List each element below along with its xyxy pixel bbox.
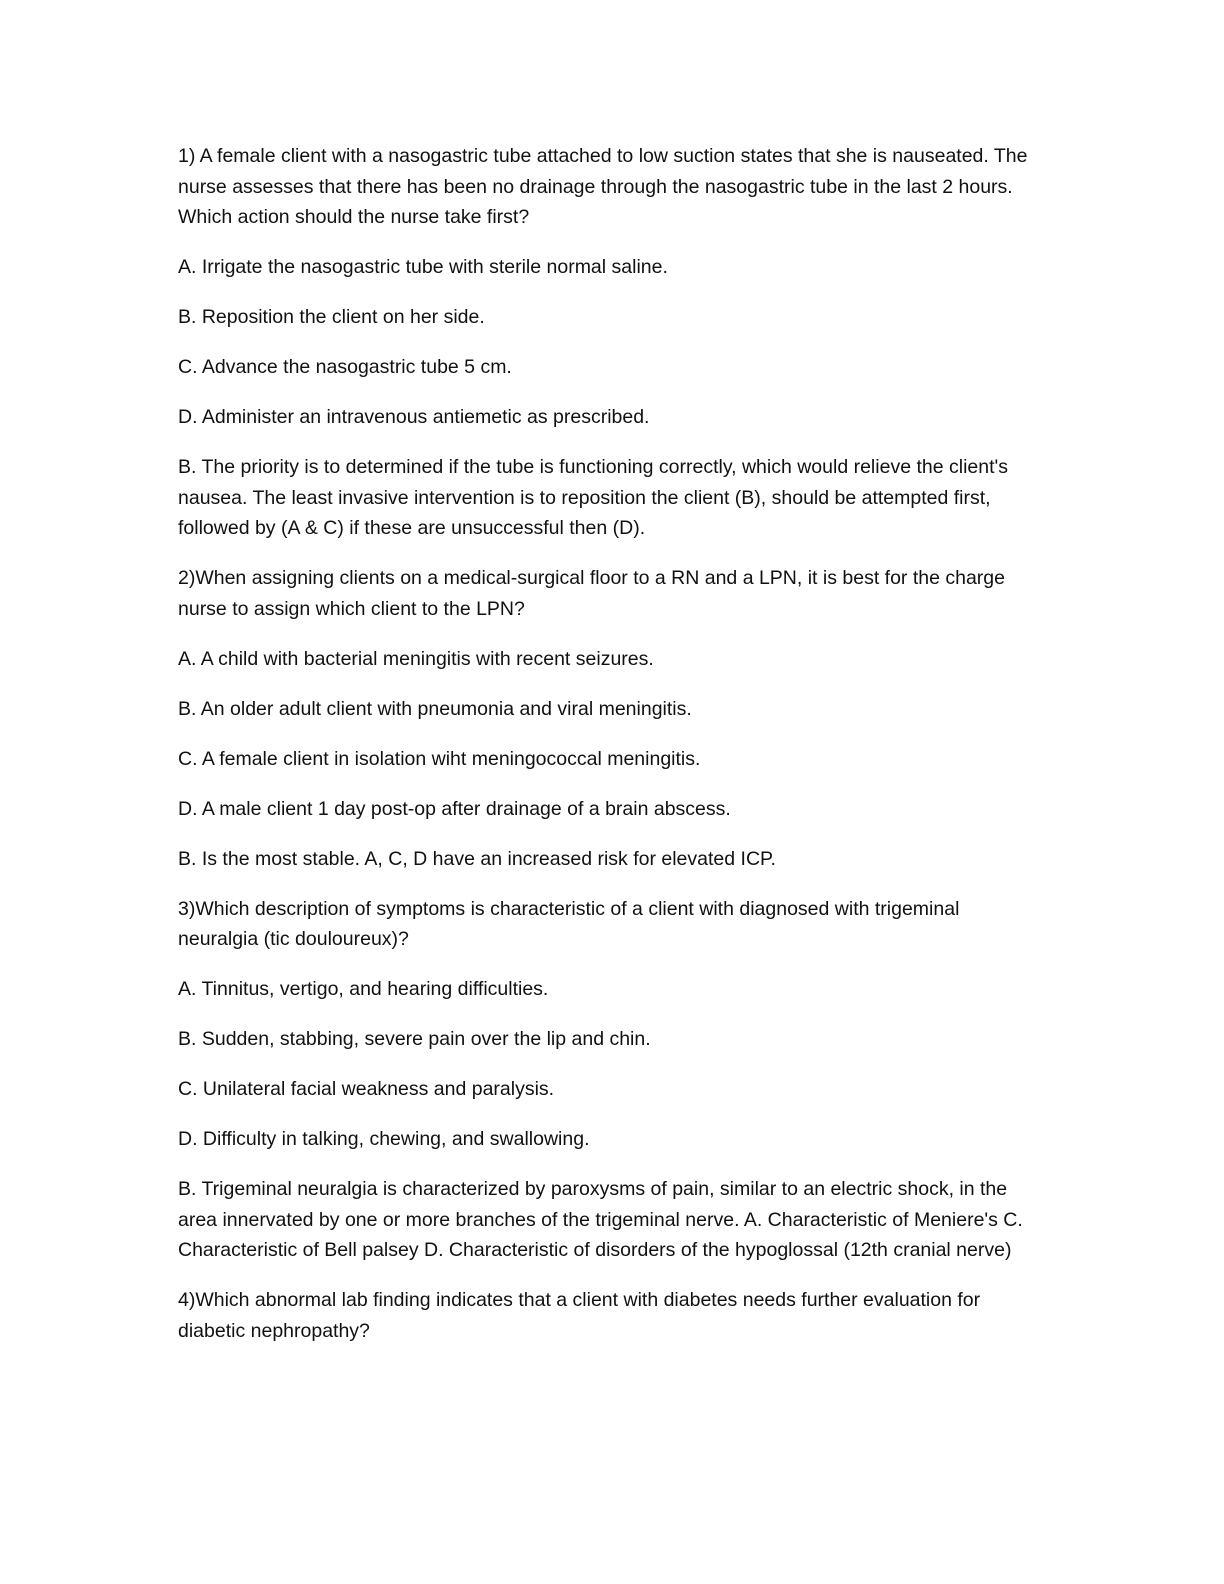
question-2-option-a: A. A child with bacterial meningitis with recent seizures.: [178, 647, 654, 670]
question-3-option-d: D. Difficulty in talking, chewing, and swallowing.: [178, 1128, 590, 1150]
question-1-option-c: C. Advance the nasogastric tube 5 cm.: [178, 356, 512, 378]
question-2-option-c: C. A female client in isolation wiht meningococcal meningitis.: [178, 747, 701, 770]
question-3-answer: B. Trigeminal neuralgia is characterized by paroxysms of pain, similar to an electric shock, in the area innervated by one or more branches of the trigeminal nerve. A. Characteristic of Meniere's C. Characteristic of Bell palsey D. Characteristic of disorders of the hypoglossal (12th cranial nerve): [178, 1178, 1023, 1261]
question-1-option-a: A. Irrigate the nasogastric tube with sterile normal saline.: [178, 256, 668, 278]
question-1-option-d: D. Administer an intravenous antiemetic as prescribed.: [178, 406, 650, 428]
question-3-option-c: C. Unilateral facial weakness and paralysis.: [178, 1078, 555, 1100]
question-1-stem: 1) A female client with a nasogastric tube attached to low suction states that she is nauseated. The nurse assesses that there has been no drainage through the nasogastric tube in the last 2 hours. Which action should the nurse take first?: [178, 145, 1028, 228]
question-2-answer: B. Is the most stable. A, C, D have an increased risk for elevated ICP.: [178, 847, 776, 870]
question-3-option-b: B. Sudden, stabbing, severe pain over the lip and chin.: [178, 1028, 651, 1050]
question-2-option-b: B. An older adult client with pneumonia and viral meningitis.: [178, 697, 692, 720]
question-4-stem: 4)Which abnormal lab finding indicates that a client with diabetes needs further evaluation for diabetic nephropathy?: [178, 1289, 981, 1342]
question-2-stem: 2)When assigning clients on a medical-surgical floor to a RN and a LPN, it is best for the charge nurse to assign which client to the LPN?: [178, 567, 1005, 620]
question-3-stem: 3)Which description of symptoms is characteristic of a client with diagnosed with trigeminal neuralgia (tic douloureux)?: [178, 897, 960, 950]
document-page: [178, 141, 1038, 1366]
question-1-answer: B. The priority is to determined if the tube is functioning correctly, which would relieve the client's nausea. The least invasive intervention is to reposition the client (B), should be attempted first, followed by (A & C) if these are unsuccessful then (D).: [178, 456, 1008, 539]
question-3-option-a: A. Tinnitus, vertigo, and hearing difficulties.: [178, 978, 549, 1000]
question-1-option-b: B. Reposition the client on her side.: [178, 306, 485, 328]
question-2-option-d: D. A male client 1 day post-op after drainage of a brain abscess.: [178, 797, 731, 820]
